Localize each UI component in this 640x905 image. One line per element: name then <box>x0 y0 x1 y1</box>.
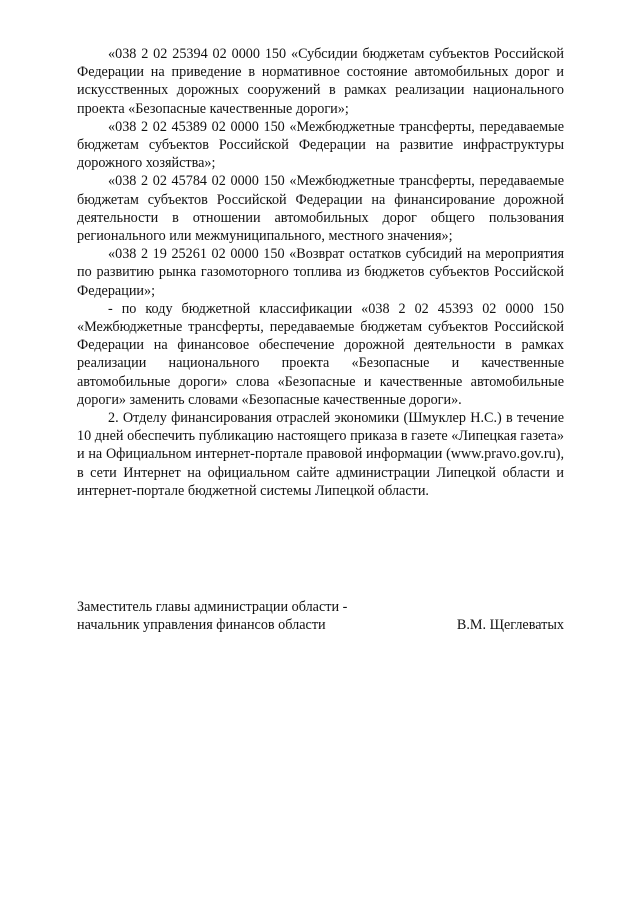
signatory-name: В.М. Щеглеватых <box>456 617 564 634</box>
signature-position-1: Заместитель главы администрации области - <box>77 599 348 615</box>
paragraph-kbk-25394: «038 2 02 25394 02 0000 150 «Субсидии бюджетам субъектов Российской Федерации на приведение в нормативное состояние автомобильных дорог и искусственных дорожных сооружений в рамках реализации национального проекта «Безопасные качественные дороги»; <box>77 46 564 117</box>
signature-position-2: начальник управления финансов области <box>77 617 326 634</box>
paragraph-kbk-45393: - по коду бюджетной классификации «038 2 02 45393 02 0000 150 «Межбюджетные трансферты, передаваемые бюджетам субъектов Российской Федерации на финансовое обеспечение дорожной деятельности в рамках реализации национального проекта «Безопасные и качественные автомобильные дороги» слова «Безопасные и качественные автомобильные дороги» заменить словами «Безопасные качественные дороги». <box>77 300 564 408</box>
document-body <box>77 45 564 500</box>
signature-position-line-1 <box>77 598 564 616</box>
paragraph-kbk-45389: «038 2 02 45389 02 0000 150 «Межбюджетные трансферты, передаваемые бюджетам субъектов Российской Федерации на развитие инфраструктуры дорожного хозяйства»; <box>77 118 564 172</box>
paragraph-kbk-45784: «038 2 02 45784 02 0000 150 «Межбюджетные трансферты, передаваемые бюджетам субъектов Российской Федерации на финансирование дорожной деятельности в отношении автомобильных дорог общего пользования регионального или межмуниципального, местного значения»; <box>77 173 564 245</box>
signature-position-line-2 <box>77 616 564 634</box>
paragraph-kbk-25261: «038 2 19 25261 02 0000 150 «Возврат остатков субсидий на мероприятия по развитию рынка газомоторного топлива из бюджетов субъектов Российской Федерации»; <box>77 246 564 299</box>
paragraph-publication-order: 2. Отделу финансирования отраслей экономики (Шмуклер Н.С.) в течение 10 дней обеспечить публикацию настоящего приказа в газете «Липецкая газета» и на Официальном интернет-портале правовой информации (www.pravo.gov.ru), в сети Интернет на официальном сайте администрации Липецкой области и интернет-портале бюджетной системы Липецкой области. <box>77 410 564 499</box>
signature-block <box>77 598 564 634</box>
